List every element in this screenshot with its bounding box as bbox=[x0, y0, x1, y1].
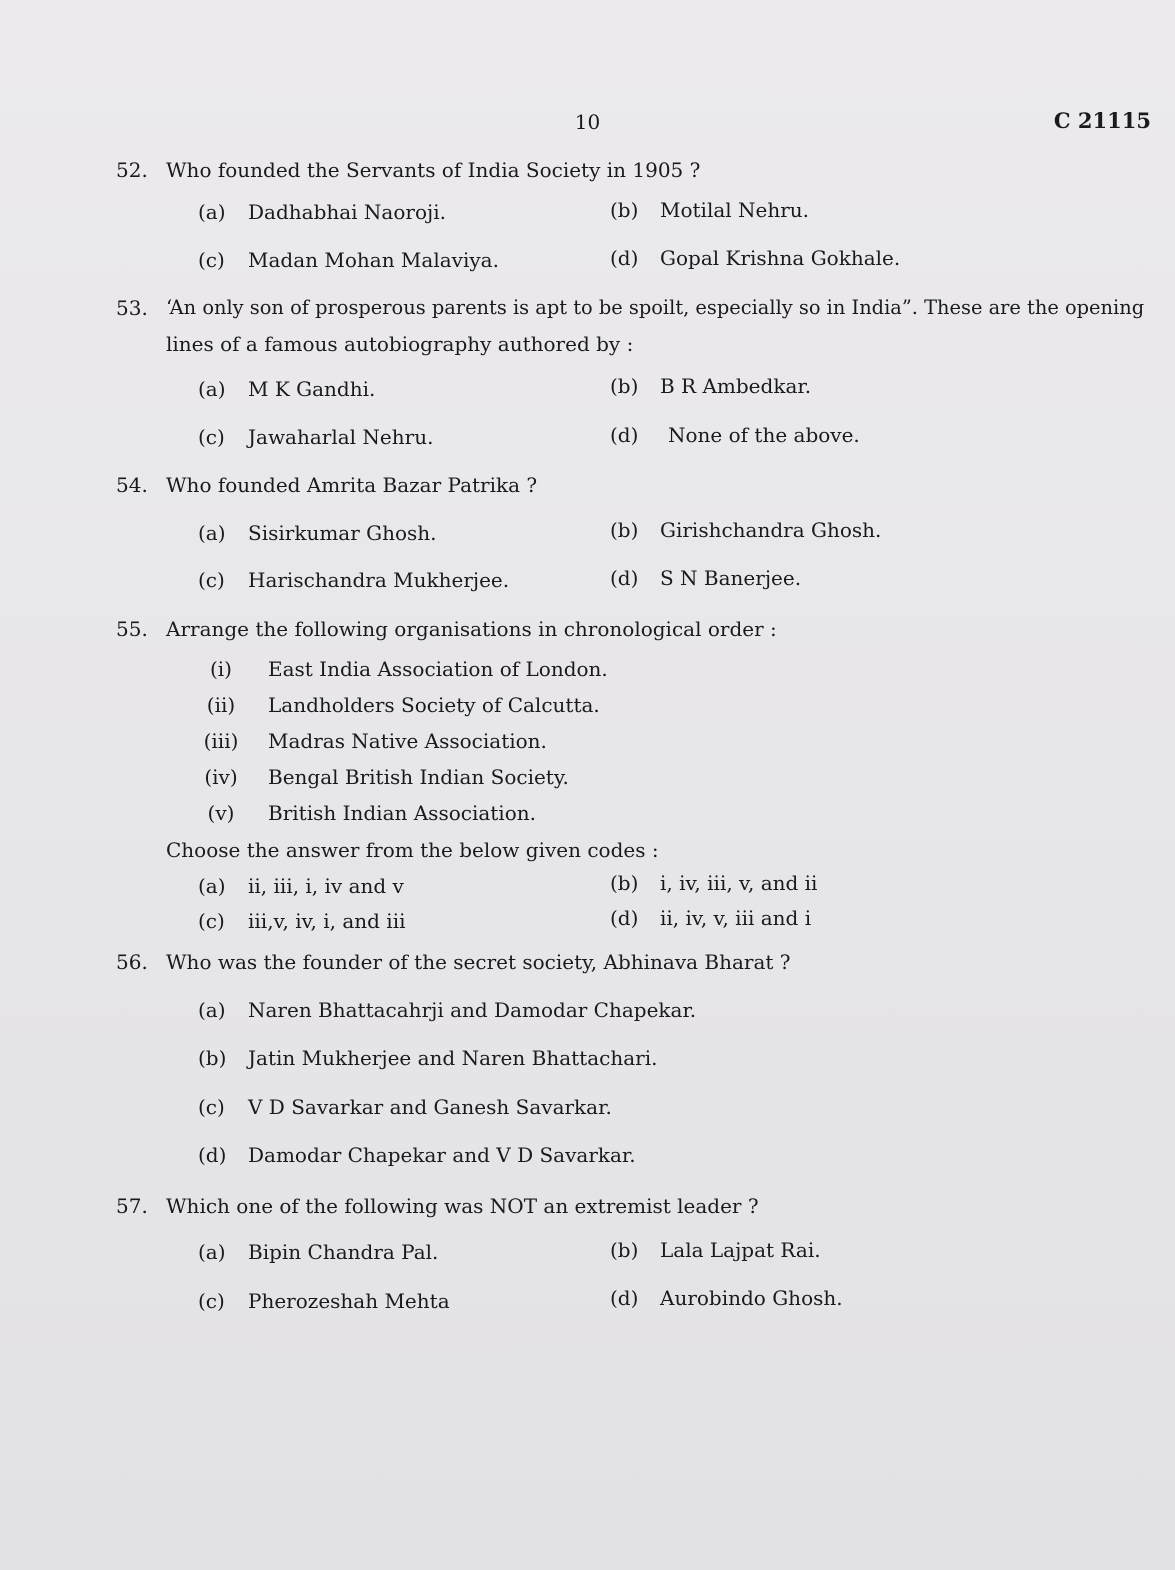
question-number: 57. bbox=[116, 1194, 148, 1218]
option-label: (b) bbox=[610, 198, 639, 222]
q55-item-5 bbox=[190, 801, 536, 825]
q55-item-1 bbox=[190, 657, 608, 681]
item-text: East India Association of London. bbox=[268, 657, 608, 681]
option-label: (b) bbox=[610, 518, 639, 542]
option-label: (a) bbox=[198, 200, 226, 224]
q52-option-a bbox=[198, 200, 446, 224]
item-label: (iv) bbox=[204, 765, 238, 789]
question-text: Arrange the following organisations in chronological order : bbox=[166, 617, 777, 641]
option-label: (b) bbox=[610, 1238, 639, 1262]
option-label: (b) bbox=[610, 871, 639, 895]
question-number: 54. bbox=[116, 473, 148, 497]
q55-instruction: Choose the answer from the below given codes : bbox=[166, 838, 659, 862]
q56-option-b bbox=[198, 1046, 657, 1070]
q55-option-a bbox=[198, 874, 404, 898]
item-text: Landholders Society of Calcutta. bbox=[268, 693, 600, 717]
q54-option-d bbox=[610, 566, 801, 590]
option-text: Gopal Krishna Gokhale. bbox=[660, 246, 901, 270]
question-number: 56. bbox=[116, 950, 148, 974]
option-text: Jawaharlal Nehru. bbox=[248, 425, 434, 449]
q57-option-b bbox=[610, 1238, 821, 1262]
q54-option-b bbox=[610, 518, 881, 542]
q55-item-4 bbox=[190, 765, 569, 789]
option-text: ii, iii, i, iv and v bbox=[248, 874, 404, 898]
option-label: (d) bbox=[198, 1143, 227, 1167]
option-text: i, iv, iii, v, and ii bbox=[660, 871, 818, 895]
option-label: (c) bbox=[198, 248, 225, 272]
option-label: (a) bbox=[198, 998, 226, 1022]
q54-option-c bbox=[198, 568, 509, 592]
option-label: (c) bbox=[198, 425, 225, 449]
option-label: (c) bbox=[198, 1289, 225, 1313]
q52-option-c bbox=[198, 248, 499, 272]
option-text: iii,v, iv, i, and iii bbox=[248, 909, 406, 933]
q52-option-d bbox=[610, 246, 900, 270]
option-text: Lala Lajpat Rai. bbox=[660, 1238, 821, 1262]
q56-option-a bbox=[198, 998, 696, 1022]
option-text: Madan Mohan Malaviya. bbox=[248, 248, 499, 272]
question-text: Who founded the Servants of India Society in 1905 ? bbox=[166, 158, 701, 182]
option-label: (d) bbox=[610, 1286, 639, 1310]
question-number: 52. bbox=[116, 158, 148, 182]
q57-option-c bbox=[198, 1289, 450, 1313]
option-text: Sisirkumar Ghosh. bbox=[248, 521, 437, 545]
option-label: (b) bbox=[198, 1046, 227, 1070]
q55-option-d bbox=[610, 906, 811, 930]
option-text: V D Savarkar and Ganesh Savarkar. bbox=[248, 1095, 612, 1119]
option-text: Pherozeshah Mehta bbox=[248, 1289, 450, 1313]
q53-option-d bbox=[610, 423, 860, 447]
question-number: 55. bbox=[116, 617, 148, 641]
q55-option-c bbox=[198, 909, 406, 933]
q57-option-d bbox=[610, 1286, 843, 1310]
paper-code: C 21115 bbox=[1053, 108, 1151, 133]
option-label: (d) bbox=[610, 566, 639, 590]
option-text: Harischandra Mukherjee. bbox=[248, 568, 510, 592]
page-number: 10 bbox=[574, 110, 601, 134]
option-label: (a) bbox=[198, 874, 226, 898]
option-text: M K Gandhi. bbox=[248, 377, 376, 401]
option-label: (b) bbox=[610, 374, 639, 398]
q57-option-a bbox=[198, 1240, 438, 1264]
q55-item-3 bbox=[190, 729, 547, 753]
option-text: Jatin Mukherjee and Naren Bhattachari. bbox=[248, 1046, 658, 1070]
q56-option-c bbox=[198, 1095, 612, 1119]
option-text: Aurobindo Ghosh. bbox=[660, 1286, 843, 1310]
option-text: Bipin Chandra Pal. bbox=[248, 1240, 439, 1264]
option-label: (c) bbox=[198, 909, 225, 933]
option-label: (c) bbox=[198, 1095, 225, 1119]
option-text: ii, iv, v, iii and i bbox=[660, 906, 812, 930]
option-label: (d) bbox=[610, 246, 639, 270]
option-text: Motilal Nehru. bbox=[660, 198, 810, 222]
option-text: Naren Bhattacahrji and Damodar Chapekar. bbox=[248, 998, 697, 1022]
q55-option-b bbox=[610, 871, 817, 895]
item-label: (v) bbox=[207, 801, 235, 825]
option-label: (c) bbox=[198, 568, 225, 592]
q56-option-d bbox=[198, 1143, 636, 1167]
option-text: S N Banerjee. bbox=[660, 566, 802, 590]
option-text: Dadhabhai Naoroji. bbox=[248, 200, 446, 224]
question-text: Who founded Amrita Bazar Patrika ? bbox=[166, 473, 538, 497]
question-text: Which one of the following was NOT an extremist leader ? bbox=[166, 1194, 759, 1218]
item-text: Madras Native Association. bbox=[268, 729, 547, 753]
item-text: British Indian Association. bbox=[268, 801, 536, 825]
item-text: Bengal British Indian Society. bbox=[268, 765, 569, 789]
option-text: B R Ambedkar. bbox=[660, 374, 812, 398]
q55-item-2 bbox=[190, 693, 600, 717]
q54-option-a bbox=[198, 521, 437, 545]
option-label: (a) bbox=[198, 521, 226, 545]
option-text: None of the above. bbox=[668, 423, 860, 447]
q53-option-c bbox=[198, 425, 433, 449]
item-label: (ii) bbox=[206, 693, 236, 717]
q52-option-b bbox=[610, 198, 809, 222]
option-text: Girishchandra Ghosh. bbox=[660, 518, 882, 542]
option-label: (d) bbox=[610, 423, 639, 447]
option-label: (d) bbox=[610, 906, 639, 930]
item-label: (iii) bbox=[203, 729, 239, 753]
q53-option-b bbox=[610, 374, 811, 398]
option-text: Damodar Chapekar and V D Savarkar. bbox=[248, 1143, 636, 1167]
option-label: (a) bbox=[198, 377, 226, 401]
q53-option-a bbox=[198, 377, 375, 401]
question-text-line-2: lines of a famous autobiography authored by : bbox=[166, 332, 634, 356]
option-label: (a) bbox=[198, 1240, 226, 1264]
question-text-line-1: ‘An only son of prosperous parents is apt to be spoilt, especially so in India”. These are the opening bbox=[166, 296, 1145, 319]
question-number: 53. bbox=[116, 296, 148, 320]
item-label: (i) bbox=[209, 657, 232, 681]
question-text: Who was the founder of the secret society, Abhinava Bharat ? bbox=[166, 950, 791, 974]
